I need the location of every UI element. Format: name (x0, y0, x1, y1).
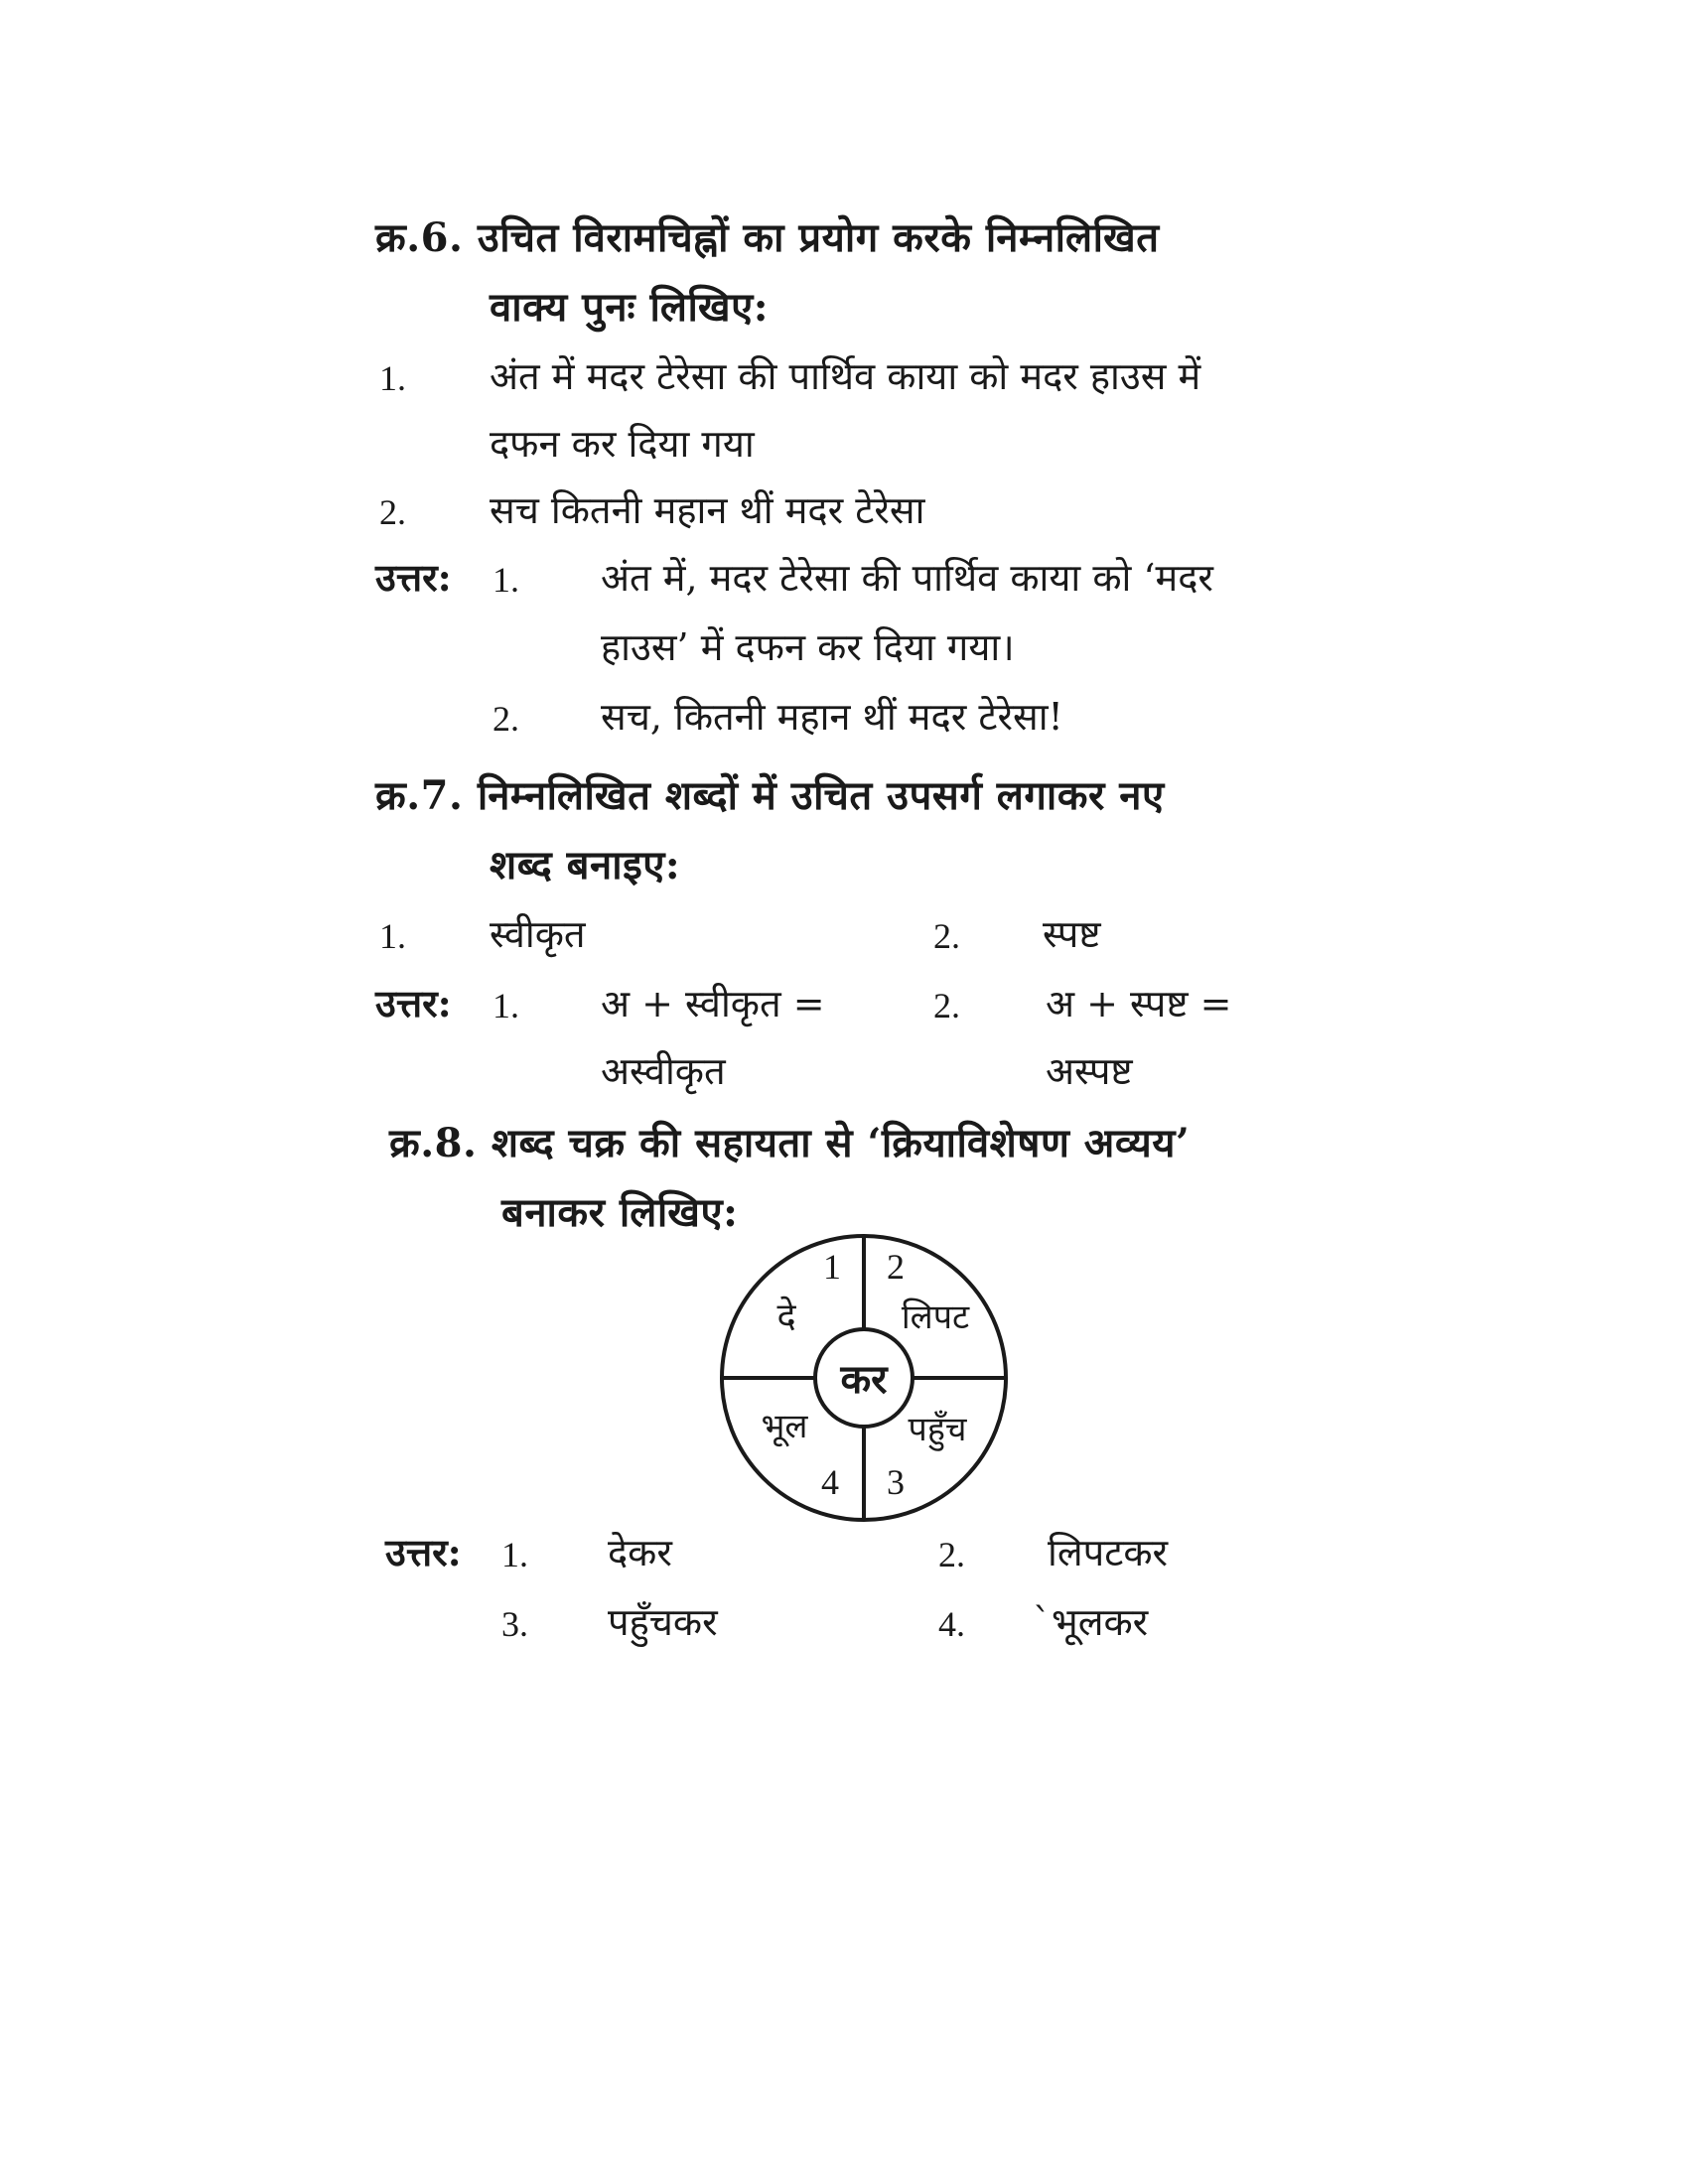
q6-item-2-num: 2. (379, 492, 406, 532)
q7-heading-cont: शब्द बनाइए: (490, 842, 681, 888)
wheel-segment-3-num: 3 (887, 1462, 905, 1502)
q8-answer-2-num: 2. (938, 1535, 965, 1574)
q8-answer-1-word: देकर (608, 1531, 672, 1574)
q7-answer-label: उत्तर: (375, 981, 452, 1025)
q6-item-1-text-cont: दफन कर दिया गया (490, 422, 755, 466)
q7-answer-2-formula: अ + स्पष्ट = (1046, 982, 1232, 1025)
q7-answer-2-num: 2. (933, 986, 960, 1025)
q6-answer-label: उत्तर: (375, 555, 452, 600)
wheel-segment-1-num: 1 (823, 1247, 841, 1287)
q7-item-2-word: स्पष्ट (1043, 912, 1101, 956)
q6-item-1-num: 1. (379, 358, 406, 398)
word-wheel (715, 1229, 1013, 1527)
q7-item-1-num: 1. (379, 916, 406, 956)
q6-answer-1-text: अंत में, मदर टेरेसा की पार्थिव काया को ‘मदर (601, 556, 1213, 600)
q6-answer-1-num: 1. (492, 560, 519, 600)
wheel-segment-2-word: लिपट (901, 1297, 970, 1337)
q8-answer-1-num: 1. (501, 1535, 528, 1574)
q6-item-1-text: अंत में मदर टेरेसा की पार्थिव काया को मदर हाउस में (490, 354, 1201, 398)
wheel-segment-2-num: 2 (887, 1247, 905, 1287)
q8-answer-4-num: 4. (938, 1604, 965, 1644)
q7-answer-1-result: अस्वीकृत (601, 1049, 726, 1093)
q6-heading-cont: वाक्य पुनः लिखिए: (490, 284, 769, 331)
q8-answer-label: उत्तर: (385, 1530, 462, 1574)
wheel-segment-1-word: दे (776, 1297, 796, 1337)
q8-heading: क्र.8. शब्द चक्र की सहायता से ‘क्रियाविशेषण अव्यय’ (389, 1120, 1191, 1166)
q6-answer-2-num: 2. (492, 699, 519, 739)
q8-answer-2-word: लिपटकर (1048, 1531, 1169, 1574)
q6-heading: क्र.6. उचित विरामचिह्नों का प्रयोग करके निम्नलिखित (375, 214, 1160, 261)
q7-answer-1-num: 1. (492, 986, 519, 1025)
q6-item-2-text: सच कितनी महान थीं मदर टेरेसा (490, 488, 925, 532)
q8-answer-3-num: 3. (501, 1604, 528, 1644)
q7-item-1-word: स्वीकृत (490, 912, 586, 956)
q6-answer-1-text-cont: हाउस’ में दफन कर दिया गया। (601, 625, 1015, 669)
q7-item-2-num: 2. (933, 916, 960, 956)
q7-answer-2-result: अस्पष्ट (1046, 1049, 1133, 1093)
q7-heading: क्र.7. निम्नलिखित शब्दों में उचित उपसर्ग लगाकर नए (375, 772, 1165, 819)
wheel-segment-3-word: पहुँच (908, 1410, 967, 1449)
q6-answer-2-text: सच, कितनी महान थीं मदर टेरेसा! (601, 695, 1063, 739)
q7-answer-1-formula: अ + स्वीकृत = (601, 982, 825, 1025)
q8-answer-4-word: `भूलकर (1033, 1600, 1149, 1644)
q8-heading-cont: बनाकर लिखिए: (501, 1189, 739, 1236)
wheel-segment-4-word: भूल (761, 1407, 808, 1446)
wheel-center-word: कर (840, 1356, 888, 1403)
wheel-segment-4-num: 4 (821, 1462, 839, 1502)
q8-answer-3-word: पहुँचकर (608, 1600, 718, 1644)
